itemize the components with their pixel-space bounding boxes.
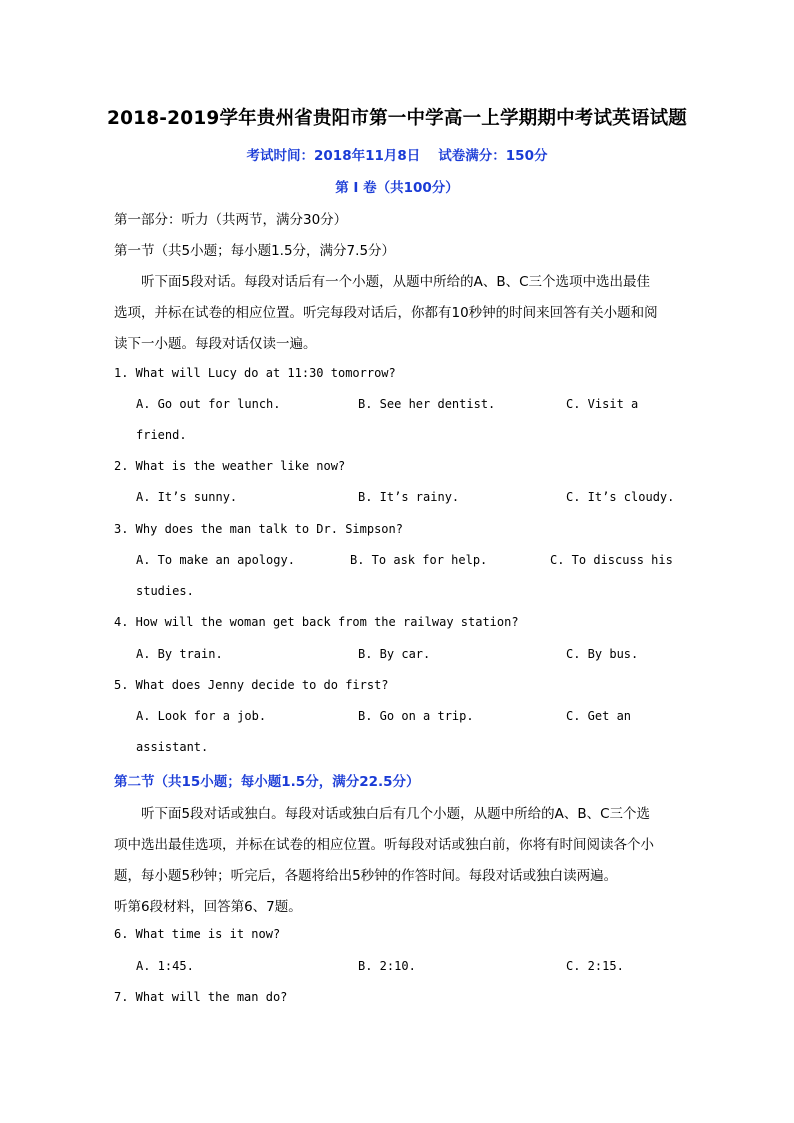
question-6: 6. What time is it now?	[114, 927, 281, 941]
part1-heading: 第一部分：听力（共两节，满分30分）	[114, 212, 348, 228]
full-score: 试卷满分：150分	[438, 148, 548, 164]
question-4: 4. How will the woman get back from the railway station?	[114, 615, 519, 629]
q1-option-c: C. Visit a	[566, 397, 639, 411]
q4-option-c: C. By bus.	[566, 647, 639, 661]
section2-instruction-line3: 题，每小题5秒钟；听完后，各题将给出5秒钟的作答时间。每段对话或独白读两遍。	[114, 868, 618, 884]
question-1: 1. What will Lucy do at 11:30 tomorrow?	[114, 366, 396, 380]
q3-option-b: B. To ask for help.	[350, 553, 488, 567]
q1-option-a: A. Go out for lunch.	[136, 397, 281, 411]
section1-instruction-line2: 选项，并标在试卷的相应位置。听完每段对话后，你都有10秒钟的时间来回答有关小题和阅	[114, 305, 658, 321]
q6-option-a: A. 1:45.	[136, 959, 194, 973]
q4-option-a: A. By train.	[136, 647, 223, 661]
q5-option-a: A. Look for a job.	[136, 709, 267, 723]
question-3: 3. Why does the man talk to Dr. Simpson?	[114, 522, 403, 536]
question-5: 5. What does Jenny decide to do first?	[114, 678, 389, 692]
exam-time: 考试时间：2018年11月8日	[246, 148, 421, 164]
q5-option-c: C. Get an	[566, 709, 632, 723]
q5-option-c-continued: assistant.	[136, 740, 209, 754]
q1-option-b: B. See her dentist.	[358, 397, 496, 411]
volume-title: 第 Ⅰ 卷（共100分）	[335, 180, 459, 196]
section1-instruction-line3: 读下一小题。每段对话仅读一遍。	[114, 336, 317, 352]
exam-title: 2018-2019学年贵州省贵阳市第一中学高一上学期期中考试英语试题	[107, 108, 687, 129]
section2-instruction-line2: 项中选出最佳选项，并标在试卷的相应位置。听每段对话或独白前，你将有时间阅读各个小	[114, 837, 654, 853]
q2-option-a: A. It’s sunny.	[136, 490, 238, 504]
section1-heading: 第一节（共5小题；每小题1.5分，满分7.5分）	[114, 243, 396, 259]
q6-option-c: C. 2:15.	[566, 959, 624, 973]
q2-option-b: B. It’s rainy.	[358, 490, 460, 504]
question-2: 2. What is the weather like now?	[114, 459, 346, 473]
section2-heading: 第二节（共15小题；每小题1.5分，满分22.5分）	[114, 774, 420, 790]
q3-option-c: C. To discuss his	[550, 553, 673, 567]
section2-instruction-line1: 听下面5段对话或独白。每段对话或独白后有几个小题，从题中所给的A、B、C三个选	[141, 806, 651, 822]
q5-option-b: B. Go on a trip.	[358, 709, 474, 723]
material-6-heading: 听第6段材料，回答第6、7题。	[114, 899, 302, 915]
q1-option-c-continued: friend.	[136, 428, 187, 442]
q4-option-b: B. By car.	[358, 647, 431, 661]
q3-option-a: A. To make an apology.	[136, 553, 295, 567]
q6-option-b: B. 2:10.	[358, 959, 416, 973]
q3-option-c-continued: studies.	[136, 584, 194, 598]
exam-info	[0, 144, 794, 164]
q2-option-c: C. It’s cloudy.	[566, 490, 675, 504]
question-7: 7. What will the man do?	[114, 990, 288, 1004]
section1-instruction-line1: 听下面5段对话。每段对话后有一个小题，从题中所给的A、B、C三个选项中选出最佳	[141, 274, 651, 290]
